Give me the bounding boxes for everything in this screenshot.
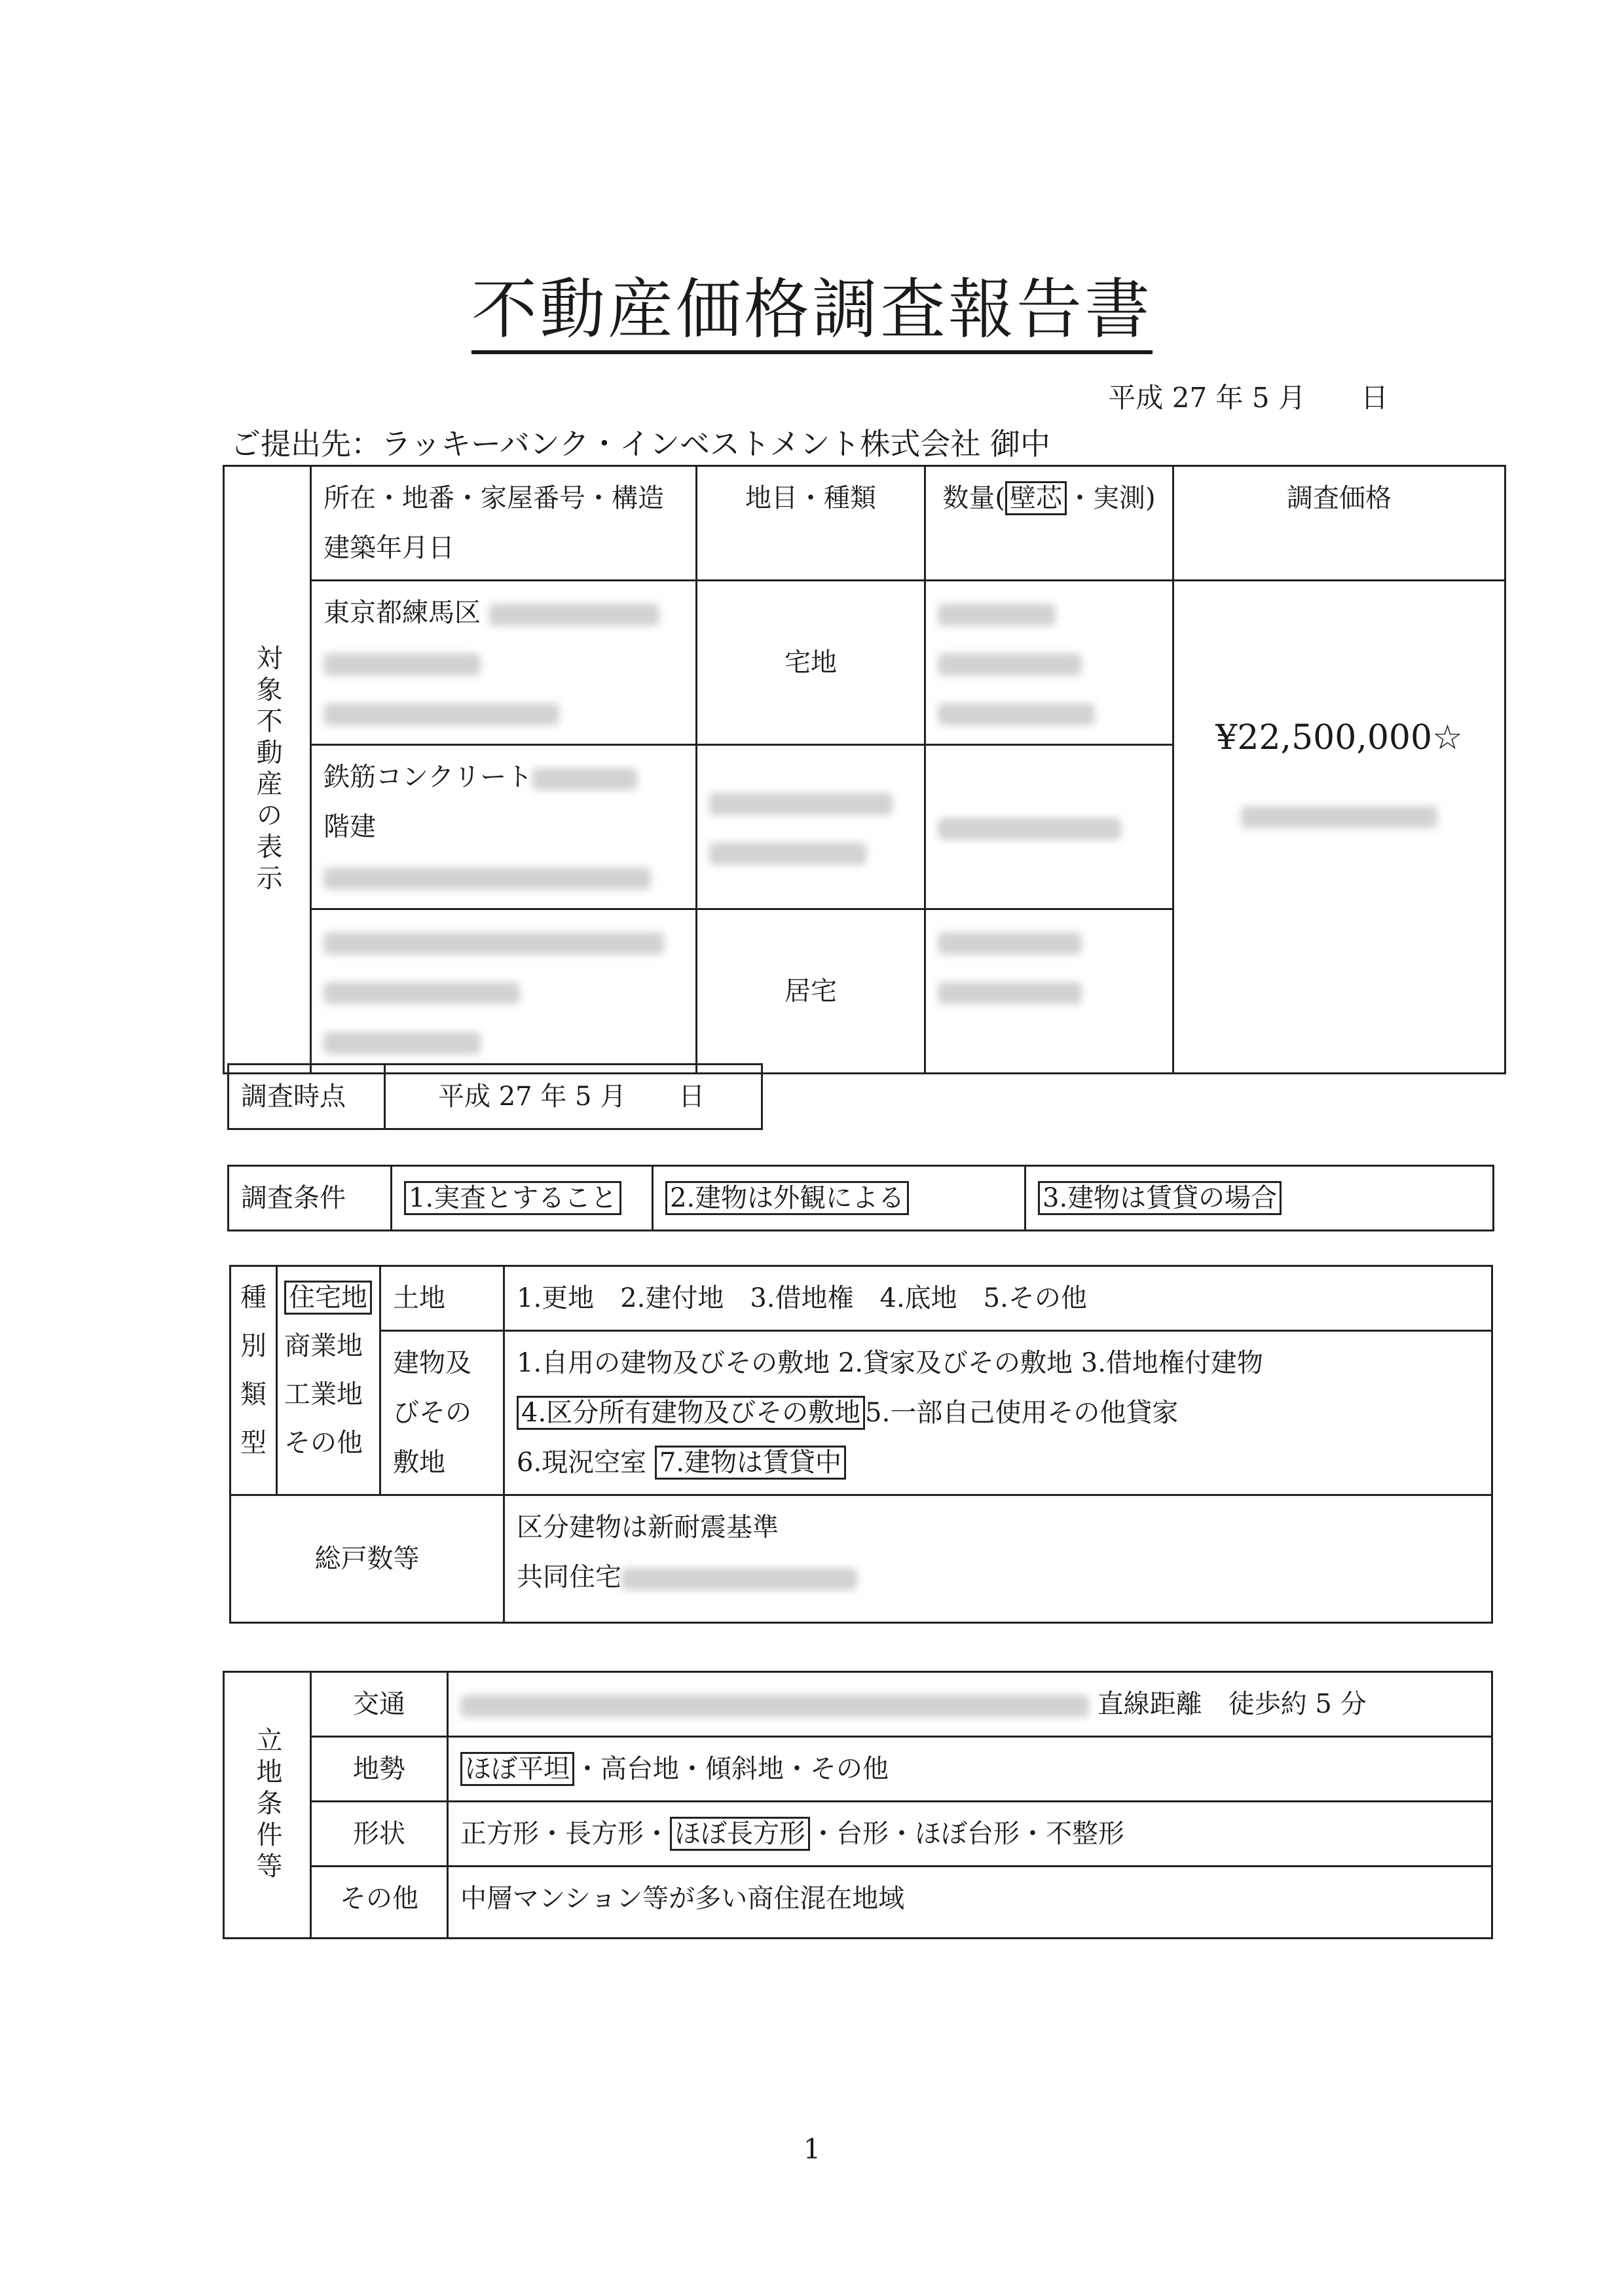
conditions-label: 調査条件	[229, 1166, 392, 1231]
land-options: 1.更地 2.建付地 3.借地権 4.底地 5.その他	[504, 1266, 1492, 1331]
terrain-label: 地勢	[311, 1737, 448, 1802]
page-number: 1	[803, 2133, 821, 2165]
row1-quantity	[925, 581, 1173, 745]
property-side-label: 対象不動産の表示	[224, 466, 311, 1074]
addressee: ご提出先：ラッキーバンク・インベストメント株式会社 御中	[231, 426, 1051, 462]
row1-category: 宅地	[697, 581, 925, 745]
condition-1: 1.実査とすること	[392, 1166, 653, 1231]
quantity-header: 数量( 壁芯 ・実測)	[925, 466, 1173, 581]
terrain-value: ほぼ平坦 ・高台地・傾斜地・その他	[448, 1737, 1492, 1802]
survey-time-label: 調査時点	[229, 1065, 385, 1129]
type-side-label: 種別類型	[231, 1266, 277, 1495]
price-value: ¥22,500,000☆	[1215, 718, 1463, 757]
type-table	[229, 1265, 1493, 1624]
units-value: 区分建物は新耐震基準 共同住宅	[504, 1495, 1492, 1623]
row3-location	[311, 909, 697, 1074]
row2-structure: 鉄筋コンクリート 階建	[311, 745, 697, 909]
other-value: 中層マンション等が多い商住混在地域	[448, 1867, 1492, 1939]
location-side-label: 立地条件等	[224, 1672, 311, 1939]
report-date: 平成 27 年 5 月 日	[1108, 382, 1388, 414]
category-header: 地目・種類	[697, 466, 925, 581]
shape-label: 形状	[311, 1802, 448, 1867]
building-label: 建物及 びその 敷地	[380, 1331, 504, 1495]
shape-value: 正方形・長方形・ ほぼ長方形 ・台形・ほぼ台形・不整形	[448, 1802, 1492, 1867]
land-label: 土地	[380, 1266, 504, 1331]
property-table	[223, 465, 1506, 1074]
location-header: 所在・地番・家屋番号・構造 建築年月日	[311, 466, 697, 581]
row2-category	[697, 745, 925, 909]
type-categories: 住宅地 商業地 工業地 その他	[277, 1266, 380, 1495]
conditions-table	[227, 1165, 1494, 1231]
traffic-label: 交通	[311, 1672, 448, 1737]
traffic-value: 直線距離 徒歩約 5 分	[448, 1672, 1492, 1737]
survey-time-value: 平成 27 年 5 月 日	[385, 1065, 762, 1129]
other-label: その他	[311, 1867, 448, 1939]
row3-category: 居宅	[697, 909, 925, 1074]
location-conditions-table	[223, 1671, 1493, 1939]
condition-2: 2.建物は外観による	[653, 1166, 1025, 1231]
row1-location: 東京都練馬区	[311, 581, 697, 745]
document-title: 不動産価格調査報告書	[0, 274, 1624, 346]
price-cell	[1173, 581, 1505, 1074]
units-label: 総戸数等	[231, 1495, 504, 1623]
condition-3: 3.建物は賃貸の場合	[1025, 1166, 1494, 1231]
row2-quantity	[925, 745, 1173, 909]
row3-quantity	[925, 909, 1173, 1074]
building-options: 1.自用の建物及びその敷地 2.貸家及びその敷地 3.借地権付建物 4.区分所有建物及びその敷地 5.一部自己使用その他貸家 6.現況空室 7.建物は賃貸中	[504, 1331, 1492, 1495]
survey-time-table	[227, 1063, 763, 1130]
price-header: 調査価格	[1173, 466, 1505, 581]
